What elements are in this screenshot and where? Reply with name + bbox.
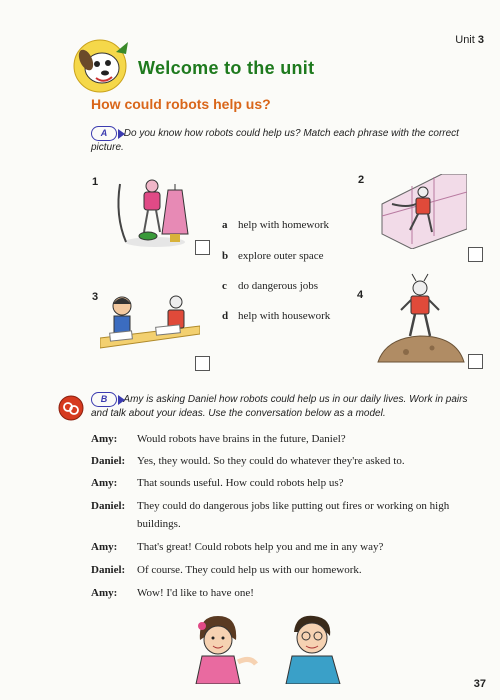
- instruction-a: A Do you know how robots could help us? Match each phrase with the correct picture.: [91, 128, 459, 154]
- picture-number-4: 4: [357, 289, 364, 301]
- section-b-badge: B: [91, 392, 117, 407]
- dialogue-line: Amy: Would robots have brains in the future, Daniel?: [91, 433, 346, 445]
- amy-daniel-illustration: [190, 612, 360, 684]
- robot-space-illustration: [376, 272, 466, 364]
- dialogue-line: Daniel: Of course. They could help us with our homework.: [91, 564, 362, 576]
- page-title: Welcome to the unit: [138, 58, 315, 78]
- picture-number-1: 1: [92, 176, 99, 188]
- page-number: 37: [473, 678, 486, 690]
- option-d: d help with housework: [222, 310, 331, 322]
- section-heading: How could robots help us?: [91, 96, 271, 112]
- option-b: b explore outer space: [222, 250, 324, 262]
- instruction-b: B Amy is asking Daniel how robots could help us in our daily lives. Work in pairs and talk about your ideas. Use the conversation below as a model.: [91, 394, 468, 420]
- section-a-badge: A: [91, 126, 117, 141]
- speaking-activity-icon: [58, 395, 84, 421]
- unit-label: Unit 3: [455, 34, 484, 46]
- dialogue-line: Daniel: Yes, they would. So they could do whatever they're asked to.: [91, 455, 405, 467]
- dialogue-line: Amy: That sounds useful. How could robots help us?: [91, 477, 344, 489]
- dialogue-line: Amy: Wow! I'd like to have one!: [91, 587, 254, 599]
- answer-box-2[interactable]: [468, 247, 483, 262]
- picture-number-3: 3: [92, 291, 99, 303]
- dialogue-line: Amy: That's great! Could robots help you and me in any way?: [91, 541, 384, 553]
- answer-box-1[interactable]: [195, 240, 210, 255]
- robot-homework-illustration: [100, 290, 200, 365]
- option-c: c do dangerous jobs: [222, 280, 319, 292]
- dialogue-line: Daniel: They could do dangerous jobs like putting out fires or working on high buildings.: [91, 500, 450, 530]
- robot-building-illustration: [372, 174, 467, 249]
- robot-housework-illustration: [100, 176, 195, 251]
- option-a: a help with homework: [222, 219, 330, 231]
- answer-box-3[interactable]: [195, 356, 210, 371]
- answer-box-4[interactable]: [468, 354, 483, 369]
- picture-number-2: 2: [358, 174, 365, 186]
- dog-mascot-icon: [70, 36, 134, 94]
